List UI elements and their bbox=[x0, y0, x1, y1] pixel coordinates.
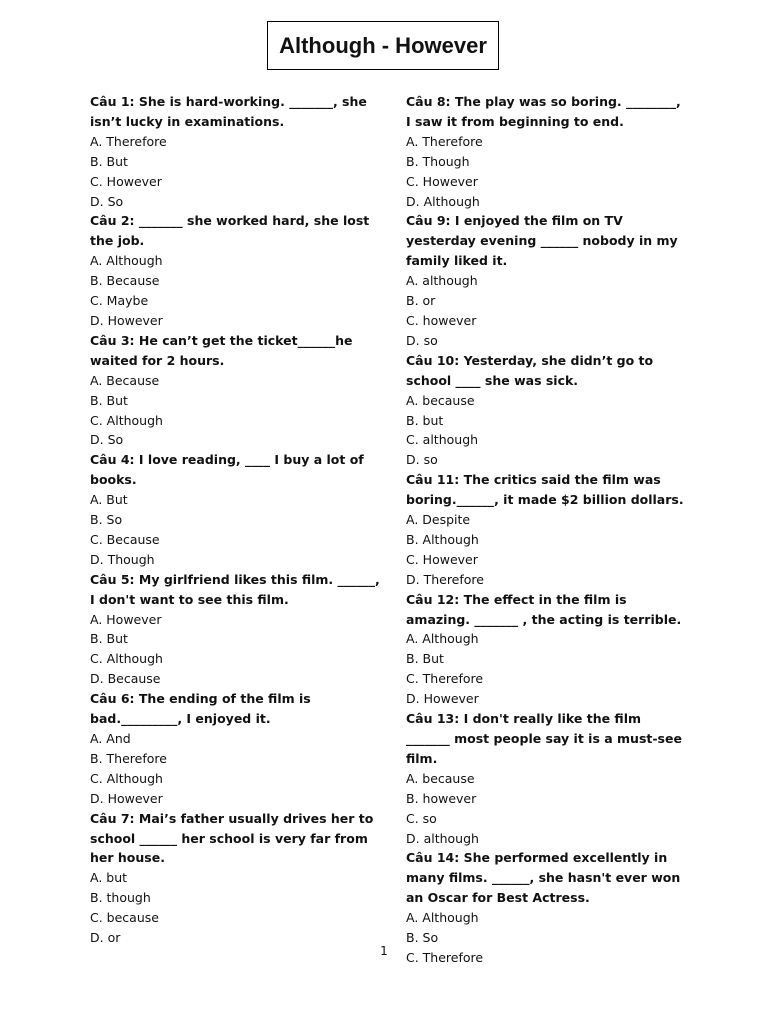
answer-option: C. because bbox=[90, 910, 159, 926]
answer-option: C. Therefore bbox=[406, 671, 484, 687]
answer-option: C. Because bbox=[90, 531, 160, 547]
answer-option: D. or bbox=[90, 930, 121, 946]
answer-option: D. although bbox=[406, 830, 479, 846]
question-prompt: Câu 1: She is hard-working. _______, she isn’t lucky in examinations. bbox=[90, 94, 367, 129]
answer-option: C. However bbox=[90, 173, 162, 189]
answer-option: B. So bbox=[406, 930, 439, 946]
answer-option: B. Because bbox=[90, 273, 160, 289]
question-prompt: Câu 9: I enjoyed the film on TV yesterday evening ______ nobody in my family liked it. bbox=[406, 213, 678, 269]
answer-option: D. so bbox=[406, 452, 438, 468]
answer-option: A. But bbox=[90, 492, 128, 508]
question-prompt: Câu 6: The ending of the film is bad._________, I enjoyed it. bbox=[90, 691, 311, 727]
answer-option: B. But bbox=[90, 631, 128, 647]
answer-option: C. so bbox=[406, 810, 437, 826]
answer-option: D. Because bbox=[90, 671, 161, 687]
answer-option: A. Despite bbox=[406, 512, 471, 528]
answer-option: A. Therefore bbox=[406, 133, 483, 149]
question-prompt: Câu 13: I don't really like the film _______ most people say it is a must-see film. bbox=[406, 711, 682, 766]
answer-option: C. Therefore bbox=[406, 949, 484, 965]
answer-option: A. Although bbox=[90, 253, 163, 269]
question-prompt: Câu 3: He can’t get the ticket______he waited for 2 hours. bbox=[90, 332, 353, 368]
question-prompt: Câu 5: My girlfriend likes this film. ______, I don't want to see this film. bbox=[90, 571, 380, 607]
answer-option: C. Although bbox=[90, 651, 163, 667]
page-number: 1 bbox=[380, 944, 388, 958]
answer-option: C. Maybe bbox=[90, 293, 149, 309]
answer-option: D. However bbox=[90, 790, 163, 806]
answer-option: B. Although bbox=[406, 531, 479, 547]
answer-option: D. Therefore bbox=[406, 571, 484, 587]
answer-option: A. Although bbox=[406, 631, 479, 647]
answer-option: D. Though bbox=[90, 551, 155, 567]
question-prompt: Câu 10: Yesterday, she didn’t go to school ____ she was sick. bbox=[406, 352, 654, 388]
answer-option: C. Although bbox=[90, 412, 163, 428]
question-prompt: Câu 8: The play was so boring. ________, I saw it from beginning to end. bbox=[406, 94, 681, 129]
worksheet-title-text: Although - However bbox=[279, 32, 487, 58]
question-prompt: Câu 12: The effect in the film is amazing. _______ , the acting is terrible. bbox=[406, 591, 682, 627]
answer-option: D. Although bbox=[406, 193, 480, 209]
answer-option: A. because bbox=[406, 770, 475, 786]
answer-option: C. however bbox=[406, 312, 477, 328]
answer-option: C. However bbox=[406, 551, 478, 567]
answer-option: D. However bbox=[90, 312, 163, 328]
answer-option: B. But bbox=[406, 651, 444, 667]
answer-option: B. But bbox=[90, 392, 128, 408]
answer-option: D. So bbox=[90, 193, 124, 209]
question-prompt: Câu 2: _______ she worked hard, she lost the job. bbox=[90, 213, 370, 249]
answer-option: A. However bbox=[90, 611, 162, 627]
answer-option: B. or bbox=[406, 293, 436, 309]
answer-option: C. However bbox=[406, 173, 478, 189]
answer-option: D. So bbox=[90, 432, 124, 448]
answer-option: A. although bbox=[406, 273, 478, 289]
left-column bbox=[90, 92, 380, 948]
answer-option: B. Though bbox=[406, 153, 470, 169]
question-prompt: Câu 11: The critics said the film was boring.______, it made $2 billion dollars. bbox=[406, 472, 684, 508]
answer-option: D. However bbox=[406, 691, 479, 707]
answer-option: B. But bbox=[90, 153, 128, 169]
worksheet-title bbox=[267, 21, 499, 70]
answer-option: A. but bbox=[90, 870, 128, 886]
answer-option: B. though bbox=[90, 890, 151, 906]
question-prompt: Câu 7: Mai’s father usually drives her to school ______ her school is very far from her house. bbox=[90, 810, 374, 866]
answer-option: C. Although bbox=[90, 770, 163, 786]
answer-option: B. but bbox=[406, 412, 444, 428]
question-prompt: Câu 4: I love reading, ____ I buy a lot of books. bbox=[90, 452, 364, 488]
answer-option: B. however bbox=[406, 790, 477, 806]
answer-option: C. although bbox=[406, 432, 479, 448]
answer-option: A. because bbox=[406, 392, 475, 408]
question-prompt: Câu 14: She performed excellently in many films. ______, she hasn't ever won an Oscar for Best Actress. bbox=[406, 850, 681, 906]
answer-option: A. Although bbox=[406, 910, 479, 926]
answer-option: A. Therefore bbox=[90, 133, 167, 149]
answer-option: A. Because bbox=[90, 372, 160, 388]
right-column bbox=[406, 92, 686, 968]
answer-option: A. And bbox=[90, 731, 131, 746]
answer-option: B. Therefore bbox=[90, 750, 167, 766]
answer-option: D. so bbox=[406, 332, 438, 348]
answer-option: B. So bbox=[90, 512, 123, 528]
